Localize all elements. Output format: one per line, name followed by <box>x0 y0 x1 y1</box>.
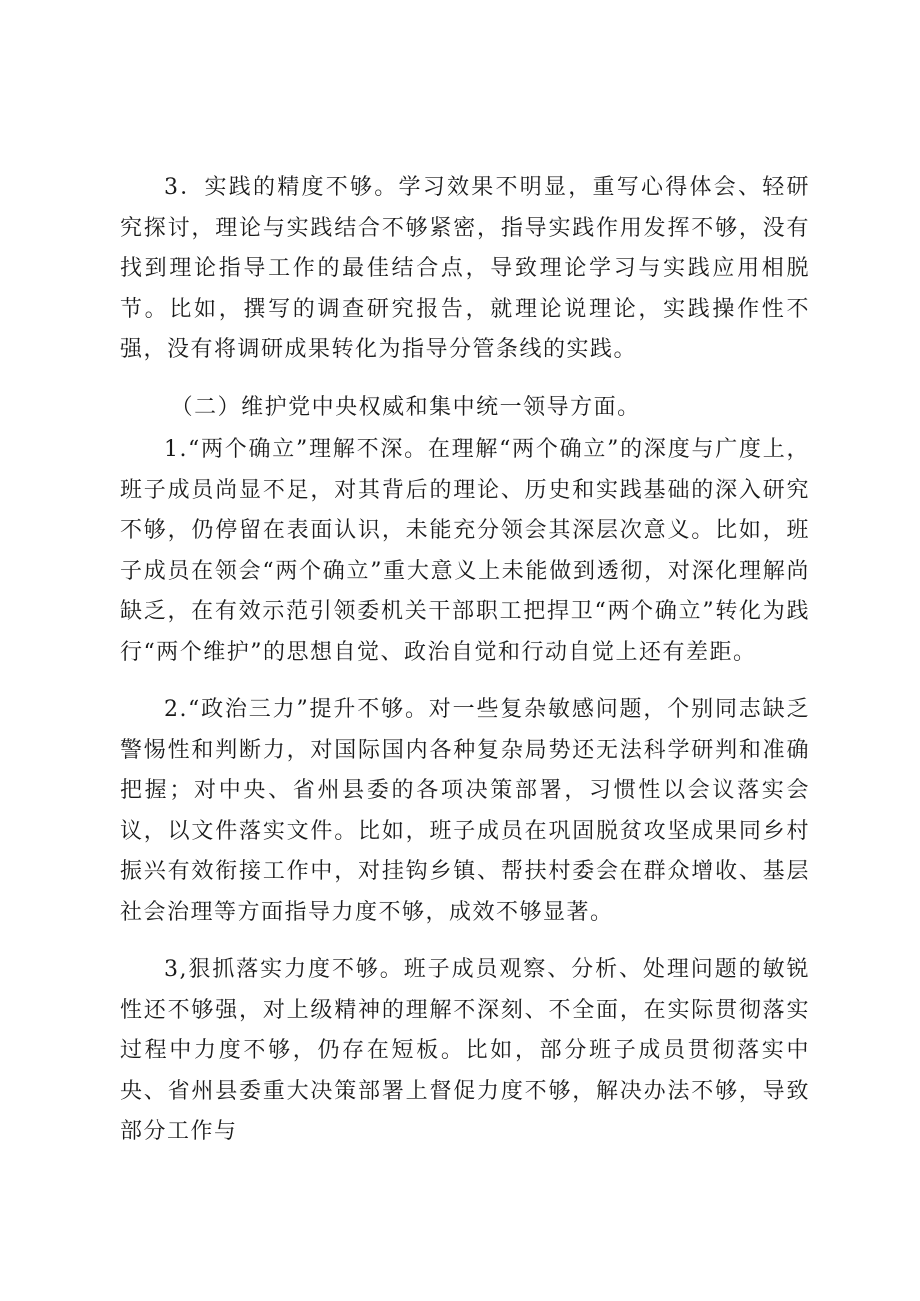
paragraph-implementation: 3,狠抓落实力度不够。班子成员观察、分析、处理问题的敏锐性还不够强，对上级精神的理解不深刻、不全面，在实际贯彻落实过程中力度不够，仍存在短板。比如，部分班子成员贯彻落实中央、省州县委重大决策部署上督促力度不够，解决办法不够，导致部分工作与 <box>120 957 810 1144</box>
paragraph-political-abilities: 2.“政治三力”提升不够。对一些复杂敏感问题，个别同志缺乏警惕性和判断力，对国际国内各种复杂局势还无法科学研判和准确把握；对中央、省州县委的各项决策部署，习惯性以会议落实会议，以文件落实文件。比如，班子成员在巩固脱贫攻坚成果同乡村振兴有效衔接工作中，对挂钩乡镇、帮扶村委会在群众增收、基层社会治理等方面指导力度不够，成效不够显著。 <box>120 697 810 925</box>
section-heading-two: （二）维护党中央权威和集中统一领导方面。 <box>170 395 641 420</box>
paragraph-two-establishments: 1.“两个确立”理解不深。在理解“两个确立”的深度与广度上，班子成员尚显不足，对其背后的理论、历史和实践基础的深入研究不够，仍停留在表面认识，未能充分领会其深层次意义。比如，班子成员在领会“两个确立”重大意义上未能做到透彻，对深化理解尚缺乏，在有效示范引领委机关干部职工把捍卫“两个确立”转化为践行“两个维护”的思想自觉、政治自觉和行动自觉上还有差距。 <box>120 437 810 665</box>
paragraph-practice-precision: 3．实践的精度不够。学习效果不明显，重写心得体会、轻研究探讨，理论与实践结合不够紧密，指导实践作用发挥不够，没有找到理论指导工作的最佳结合点，导致理论学习与实践应用相脱节。比如，撰写的调查研究报告，就理论说理论，实践操作性不强，没有将调研成果转化为指导分管条线的实践。 <box>120 175 810 362</box>
